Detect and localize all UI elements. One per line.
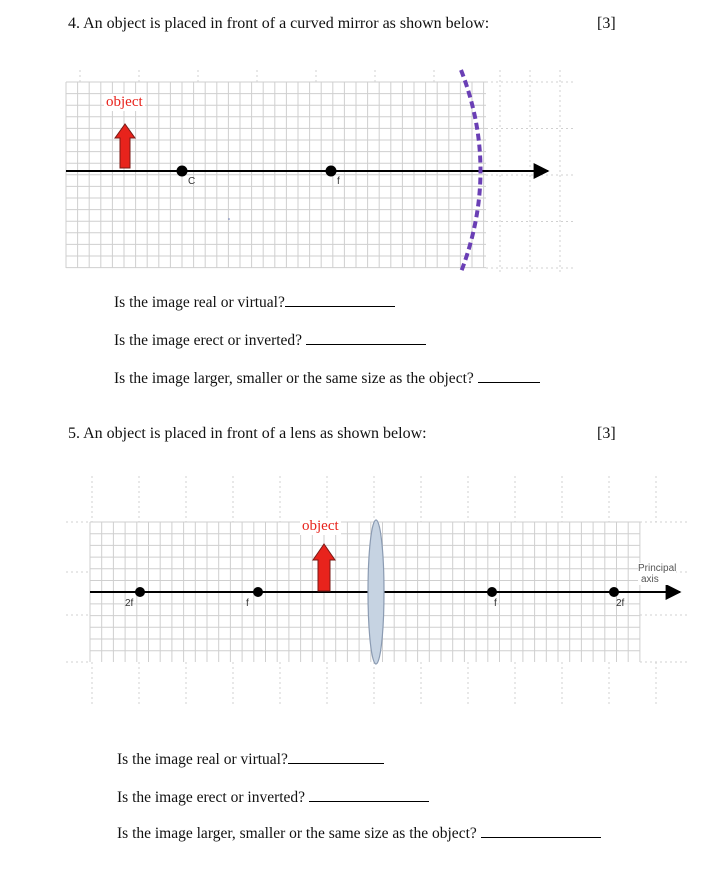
q5-answer-1-blank[interactable] — [288, 762, 384, 764]
q5-heading: 5. An object is placed in front of a lens as shown below: — [68, 425, 427, 442]
q5-question-1 — [117, 751, 384, 769]
q4-answer-2-blank[interactable] — [306, 343, 426, 345]
q4-question-3-text: Is the image larger, smaller or the same size as the object? — [114, 370, 474, 387]
q4-question-1 — [114, 294, 395, 312]
q5-point-left-2f — [135, 587, 145, 597]
q5-question-3-text: Is the image larger, smaller or the same size as the object? — [117, 825, 477, 842]
q4-question-1-text: Is the image real or virtual? — [114, 294, 285, 311]
q4-point-c-label: C — [188, 176, 196, 187]
q5-question-1-text: Is the image real or virtual? — [117, 751, 288, 768]
q5-object-label: object — [302, 518, 339, 534]
q4-question-3 — [114, 370, 540, 388]
q4-answer-3-blank[interactable] — [478, 381, 540, 383]
q5-principal-axis-label-line2: axis — [641, 574, 659, 585]
q4-object-label: object — [106, 94, 143, 110]
q5-marks: [3] — [597, 425, 616, 442]
q4-answer-1-blank[interactable] — [285, 305, 395, 307]
q5-point-right-2f — [609, 587, 619, 597]
q5-object-arrow — [313, 544, 335, 591]
q5-point-right-f — [487, 587, 497, 597]
q5-point-left-f — [253, 587, 263, 597]
q5-right-2f-label: 2f — [616, 598, 625, 609]
q5-question-2-text: Is the image erect or inverted? — [117, 789, 306, 806]
q5-left-f-label: f — [246, 598, 249, 609]
q4-dot — [228, 218, 230, 220]
q4-question-2 — [114, 332, 426, 350]
q5-question-3 — [117, 825, 601, 843]
q5-question-2 — [117, 789, 429, 807]
q5-left-2f-label: 2f — [125, 598, 134, 609]
q4-marks: [3] — [597, 15, 616, 32]
q5-answer-3-blank[interactable] — [481, 836, 601, 838]
q5-right-f-label: f — [494, 598, 497, 609]
q5-lens — [368, 520, 384, 664]
q4-question-2-text: Is the image erect or inverted? — [114, 332, 303, 349]
q4-point-f-label: f — [337, 176, 340, 187]
q5-principal-axis-label — [638, 563, 676, 585]
q4-point-f — [326, 166, 337, 177]
q4-object-arrow — [115, 124, 135, 168]
q4-point-c — [177, 166, 188, 177]
q4-heading: 4. An object is placed in front of a curved mirror as shown below: — [68, 15, 490, 32]
q5-principal-axis-label-line1: Principal — [638, 563, 677, 574]
q5-answer-2-blank[interactable] — [309, 800, 429, 802]
